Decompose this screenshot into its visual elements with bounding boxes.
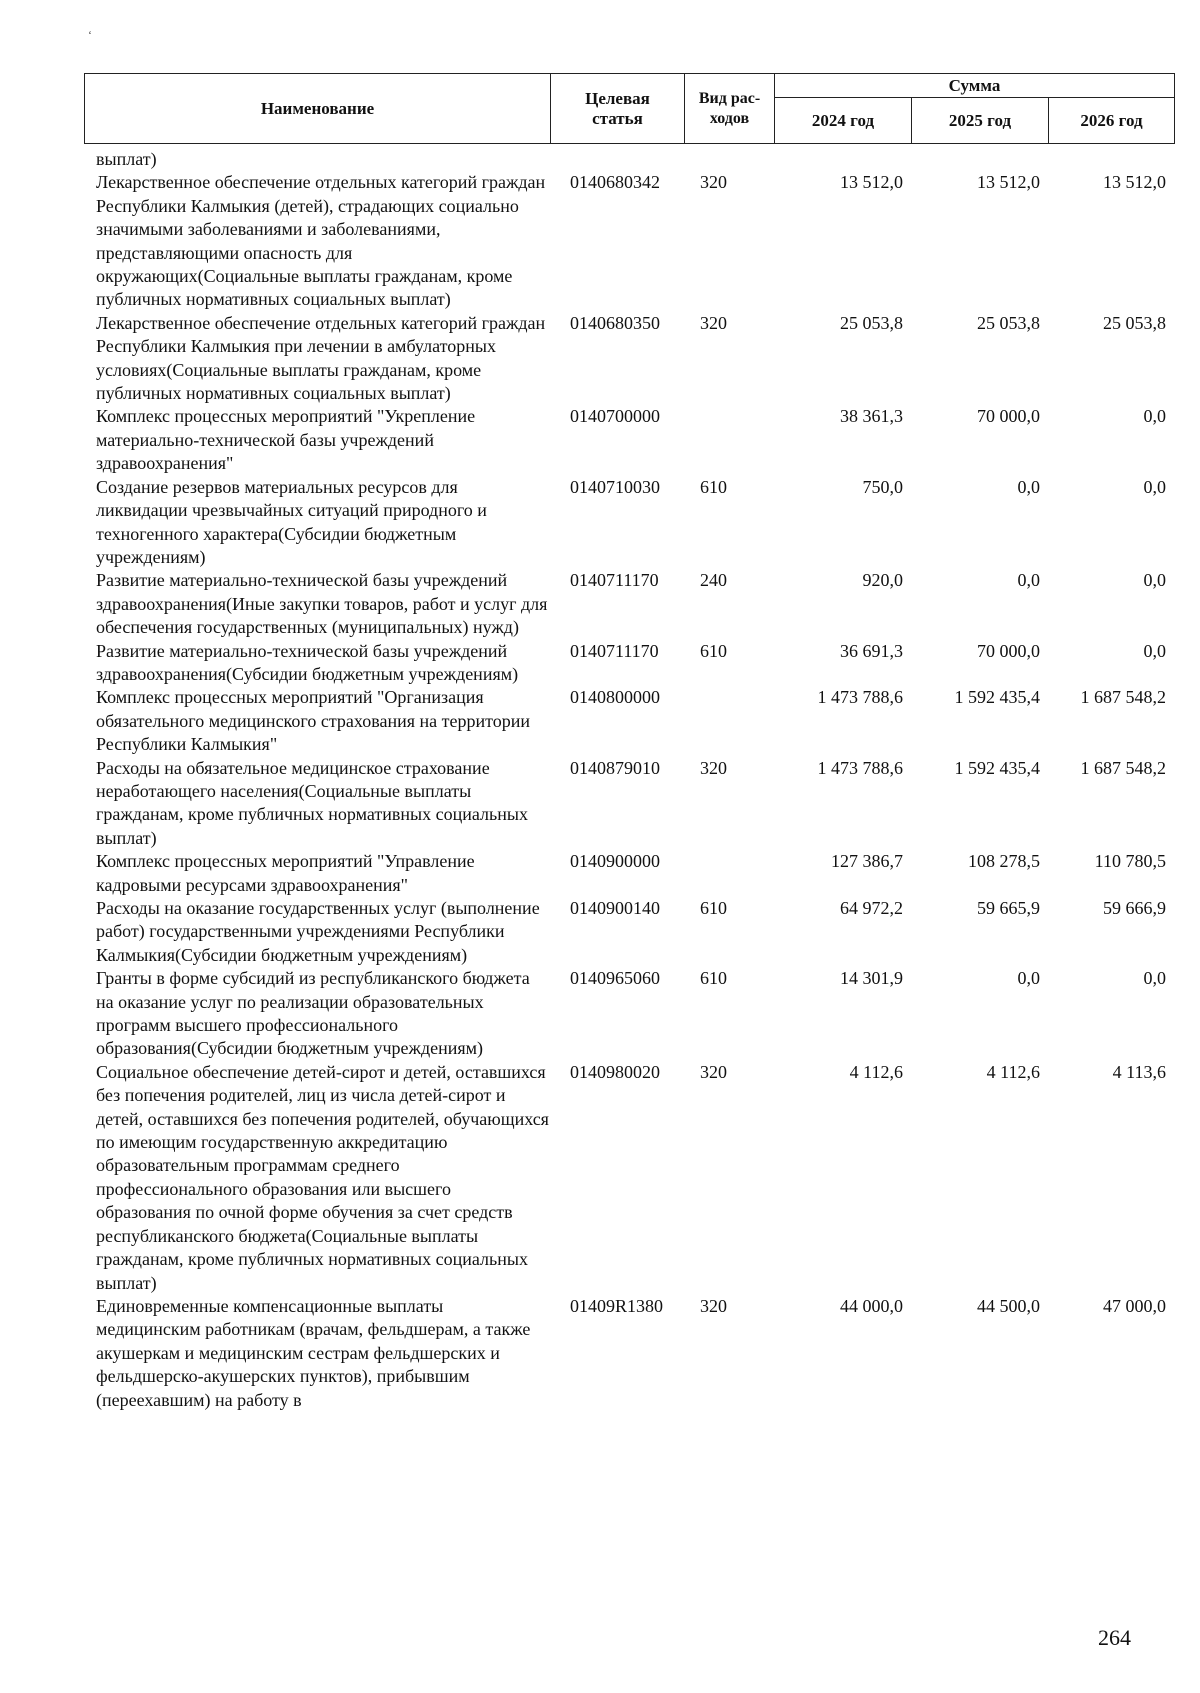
row-value-2025: 0,0 xyxy=(1017,570,1040,591)
row-value-2024: 1 473 788,6 xyxy=(817,757,903,778)
row-value-2025: 25 053,8 xyxy=(977,312,1040,333)
table-row xyxy=(84,148,1174,171)
row-value-2025 xyxy=(911,148,1048,171)
table-row xyxy=(84,1061,1174,1295)
row-value-2024: 920,0 xyxy=(862,570,903,591)
row-type xyxy=(684,850,774,897)
row-value-2026: 47 000,0 xyxy=(1103,1295,1166,1316)
row-value-2025: 70 000,0 xyxy=(977,406,1040,427)
budget-table xyxy=(84,148,1174,1412)
row-type xyxy=(684,148,774,171)
header-sum: Сумма xyxy=(775,74,1175,98)
header-year-2025: 2025 год xyxy=(912,98,1049,144)
header-type: Вид рас-ходов xyxy=(685,74,775,144)
row-value-2024: 25 053,8 xyxy=(840,312,903,333)
row-value-2025: 13 512,0 xyxy=(977,172,1040,193)
row-value-2026: 25 053,8 xyxy=(1103,312,1166,333)
row-value-2024: 127 386,7 xyxy=(831,851,903,872)
table-row xyxy=(84,405,1174,475)
table-row xyxy=(84,1295,1174,1412)
row-value-2024: 750,0 xyxy=(862,476,903,497)
row-value-2025: 108 278,5 xyxy=(968,851,1040,872)
row-code: 0140980020 xyxy=(570,1061,660,1082)
row-code: 0140710030 xyxy=(570,476,660,497)
row-code: 0140965060 xyxy=(570,968,660,989)
row-name: Расходы на обязательное медицинское страхование неработающего населения(Социальные выплаты гражданам, кроме публичных нормативных социальных выплат) xyxy=(96,757,528,848)
page-number: 264 xyxy=(1098,1625,1131,1650)
table-row xyxy=(84,757,1174,851)
row-code: 0140680350 xyxy=(570,312,660,333)
row-value-2025: 0,0 xyxy=(1017,968,1040,989)
row-value-2025: 59 665,9 xyxy=(977,898,1040,918)
row-value-2026: 1 687 548,2 xyxy=(1080,687,1166,708)
row-code: 0140711170 xyxy=(570,640,659,661)
row-name: Развитие материально-технической базы учреждений здравоохранения(Субсидии бюджетным учреждениям) xyxy=(96,640,519,684)
row-name: Комплекс процессных мероприятий "Управление кадровыми ресурсами здравоохранения" xyxy=(96,851,475,895)
row-value-2024: 1 473 788,6 xyxy=(817,687,903,708)
row-value-2024: 38 361,3 xyxy=(840,406,903,427)
table-header xyxy=(84,73,1175,144)
row-value-2026: 0,0 xyxy=(1143,640,1166,661)
row-value-2026: 110 780,5 xyxy=(1094,851,1166,872)
row-value-2025: 4 112,6 xyxy=(986,1061,1040,1082)
row-name: Расходы на оказание государственных услуг (выполнение работ) государственными учреждениями Республики Калмыкия(Субсидии бюджетным учреждениям) xyxy=(96,898,540,965)
row-value-2024: 14 301,9 xyxy=(840,968,903,989)
row-code: 0140800000 xyxy=(570,687,660,708)
row-value-2026: 13 512,0 xyxy=(1103,172,1166,193)
row-code: 0140879010 xyxy=(570,757,660,778)
row-name: Единовременные компенсационные выплаты медицинским работникам (врачам, фельдшерам, а также акушеркам и медицинским сестрам фельдшерских и фельдшерско-акушерских пунктов), прибывшим (переехавшим) на работу в xyxy=(96,1295,531,1410)
row-value-2026: 59 666,9 xyxy=(1103,898,1166,918)
row-code: 01409R1380 xyxy=(570,1295,664,1316)
scan-mark: ‘ xyxy=(88,28,92,42)
table-row xyxy=(84,640,1174,687)
row-code: 0140900000 xyxy=(570,851,660,872)
row-value-2024: 64 972,2 xyxy=(840,898,903,918)
row-value-2026 xyxy=(1048,148,1174,171)
row-type: 240 xyxy=(700,570,727,591)
row-code xyxy=(550,148,684,171)
header-name: Наименование xyxy=(85,74,551,144)
row-code: 0140711170 xyxy=(570,570,659,591)
row-value-2024: 4 112,6 xyxy=(849,1061,903,1082)
row-value-2026: 0,0 xyxy=(1143,476,1166,497)
row-type: 610 xyxy=(700,968,727,989)
table-row xyxy=(84,312,1174,406)
row-value-2026: 1 687 548,2 xyxy=(1080,757,1166,778)
row-name: Лекарственное обеспечение отдельных категорий граждан Республики Калмыкия (детей), страдающих социально значимыми заболеваниями и заболеваниями, представляющими опасность для окружающих(Социальные выплаты гражданам, кроме публичных нормативных социальных выплат) xyxy=(96,172,546,310)
row-code: 0140680342 xyxy=(570,172,660,193)
table-row xyxy=(84,897,1174,967)
row-type: 320 xyxy=(700,757,727,778)
row-type xyxy=(684,405,774,475)
row-name: Социальное обеспечение детей-сирот и детей, оставшихся без попечения родителей, лиц из числа детей-сирот и детей, оставшихся без попечения родителей, обучающихся по имеющим государственную аккредитацию образовательным программам среднего профессионального образования или высшего образования по очной форме обучения за счет средств республиканского бюджета(Социальные выплаты гражданам, кроме публичных нормативных социальных выплат) xyxy=(96,1061,549,1293)
row-type: 320 xyxy=(700,172,727,193)
row-type: 320 xyxy=(700,312,727,333)
table-row xyxy=(84,476,1174,570)
header-code: Целевая статья xyxy=(551,74,685,144)
row-name: Комплекс процессных мероприятий "Укрепление материально-технической базы учреждений здравоохранения" xyxy=(96,406,476,474)
row-name: выплат) xyxy=(96,149,157,169)
row-value-2025: 70 000,0 xyxy=(977,640,1040,661)
row-type: 320 xyxy=(700,1061,727,1082)
header-year-2026: 2026 год xyxy=(1049,98,1175,144)
row-value-2024 xyxy=(774,148,911,171)
row-value-2025: 0,0 xyxy=(1017,476,1040,497)
row-code: 0140700000 xyxy=(570,406,660,427)
table-row xyxy=(84,686,1174,756)
row-type: 320 xyxy=(700,1295,727,1316)
row-name: Гранты в форме субсидий из республиканского бюджета на оказание услуг по реализации образовательных программ высшего профессионального образования(Субсидии бюджетным учреждениям) xyxy=(96,968,530,1059)
row-value-2026: 0,0 xyxy=(1143,406,1166,427)
row-type: 610 xyxy=(700,640,727,661)
row-code: 0140900140 xyxy=(570,898,660,918)
row-value-2024: 36 691,3 xyxy=(840,640,903,661)
table-row xyxy=(84,967,1174,1061)
row-name: Комплекс процессных мероприятий "Организация обязательного медицинского страхования на территории Республики Калмыкия" xyxy=(96,687,531,755)
table-row xyxy=(84,850,1174,897)
row-type: 610 xyxy=(700,898,727,918)
row-name: Развитие материально-технической базы учреждений здравоохранения(Иные закупки товаров, работ и услуг для обеспечения государственных (муниципальных) нужд) xyxy=(96,570,548,638)
row-type xyxy=(684,686,774,756)
row-name: Создание резервов материальных ресурсов для ликвидации чрезвычайных ситуаций природного и техногенного характера(Субсидии бюджетным учреждениям) xyxy=(96,476,487,567)
header-year-2024: 2024 год xyxy=(775,98,912,144)
row-value-2026: 0,0 xyxy=(1143,570,1166,591)
row-name: Лекарственное обеспечение отдельных категорий граждан Республики Калмыкия при лечении в амбулаторных условиях(Социальные выплаты гражданам, кроме публичных нормативных социальных выплат) xyxy=(96,312,546,404)
row-value-2025: 1 592 435,4 xyxy=(954,687,1040,708)
row-type: 610 xyxy=(700,476,727,497)
row-value-2024: 13 512,0 xyxy=(840,172,903,193)
row-value-2026: 0,0 xyxy=(1143,968,1166,989)
row-value-2026: 4 113,6 xyxy=(1112,1061,1166,1082)
row-value-2024: 44 000,0 xyxy=(840,1295,903,1316)
row-value-2025: 1 592 435,4 xyxy=(954,757,1040,778)
table-row xyxy=(84,171,1174,311)
table-row xyxy=(84,569,1174,639)
row-value-2025: 44 500,0 xyxy=(977,1295,1040,1316)
